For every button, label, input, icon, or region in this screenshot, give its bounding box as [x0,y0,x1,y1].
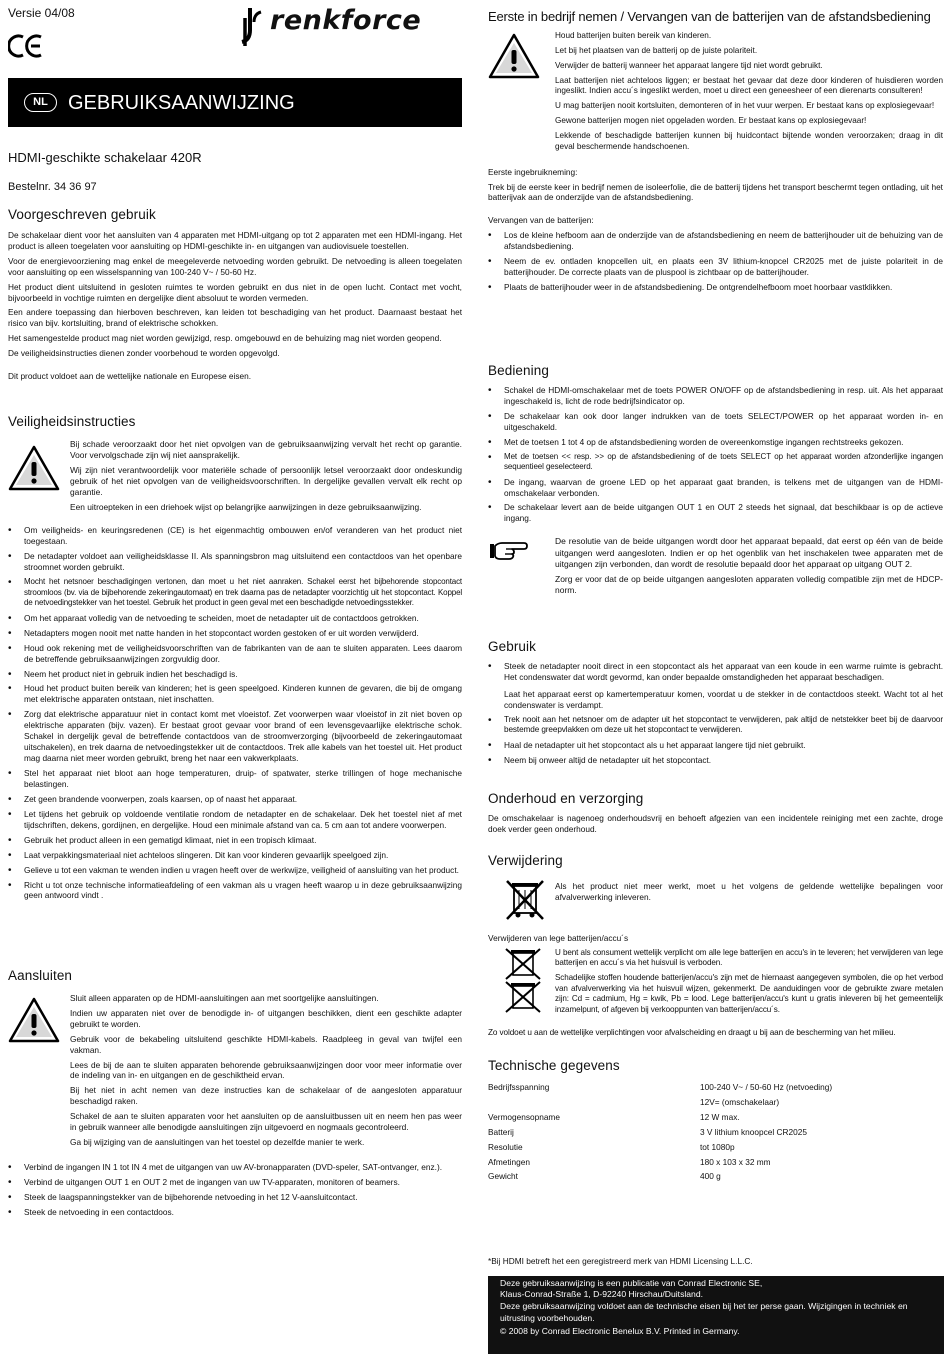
connection-warning-block [8,993,462,1152]
spec-label [488,1097,700,1108]
disposal-title: Verwijdering [488,853,563,868]
intended-use-paragraph: De veiligheidsinstructies dienen zonder voorbehoud te worden opgevolgd. [8,348,280,359]
intended-use-section [8,206,462,386]
trademark-note: *Bij HDMI betreft het een geregistreerd merk van HDMI Licensing L.L.C. [488,1256,753,1266]
publication-footer [488,1276,944,1354]
battery-bin-icon [488,948,555,1020]
brand-mark-icon [236,4,262,50]
connection-list [8,1162,462,1218]
replace-list [488,230,943,293]
usage-sub-paragraph: Laat het apparaat eerst op kamertemperatuur komen, voordat u de stekker in de contactdoos steekt. Wacht tot al het condenswater is verdampt. [504,688,943,710]
language-badge: NL [24,93,57,112]
intended-use-paragraph: Het samengestelde product mag niet worden gewijzigd, resp. omgebouwd en de behuizing mag niet worden geopend. [8,333,442,344]
footer-line: Klaus-Conrad-Straße 1, D-92240 Hirschau/Duitsland. [500,1289,704,1300]
list-item: • Stel het apparaat niet bloot aan hoge temperaturen, druip- of spatwater, sterke trillingen of hoge mechanische belastingen. [8,768,462,790]
list-item: • Schakel de HDMI-omschakelaar met de toets POWER ON/OFF op de afstandsbediening in resp. uit. Als het apparaat ingeschakeld is, licht de rode bedrijfsindicator op. [488,385,943,407]
specs-table [488,1082,943,1183]
list-item: • Gebruik het product alleen in een gematigd klimaat, niet in een tropisch klimaat. [8,835,462,846]
spec-label: Vermogensopname [488,1111,560,1122]
copyright-icon: © [500,1325,509,1336]
list-item: • Haal de netadapter uit het stopcontact als u het apparaat langere tijd niet gebruikt. [488,740,943,751]
battery-warning-text: Gewone batterijen mogen niet opgeladen worden. Er bestaat kans op explosiegevaar! [555,116,867,126]
connection-warning-text: Indien uw apparaten niet over de benodigde in- of uitgangen beschikken, dient een geschikte adapter gebruikt te worden. [70,1007,462,1029]
disposal-text: Als het product niet meer werkt, moet u het volgens de geldende wettelijke bepalingen voor afvalverwerking inleveren. [555,880,943,902]
list-item: • Houd ook rekening met de veiligheidsvoorschriften van de fabrikanten van de aan te sluiten apparaten. Lees daarom de betreffende gebruiksaanwijzingen zorgvuldig door. [8,643,462,665]
brand-name: renkforce [270,5,422,36]
usage-section [488,638,943,770]
spec-label: Bedrijfsspanning [488,1081,550,1092]
list-item: • Om veiligheids- en keuringsredenen (CE) is het eigenmachtig ombouwen en/of veranderen van het product niet toegestaan. [8,525,462,547]
battery-warning-text: Laat batterijen niet achteloos liggen; er bestaat het gevaar dat deze door kinderen of huisdieren worden ingeslikt. Indien accu´s ingeslikt werden, moet u direct een geneesheer of een dierenarts consulteren! [555,75,943,96]
list-item: • Verbind de uitgangen OUT 1 en OUT 2 met de ingangen van uw TV-apparaten, monitoren of beamers. [8,1177,462,1188]
order-number: Bestelnr. 34 36 97 [8,181,97,193]
usage-title: Gebruik [488,639,536,654]
connection-warning-text: Gebruik voor de bekabeling uitsluitend geschikte HDMI-kabels. Raadpleeg in geval van twijfel een vakman. [70,1033,462,1055]
list-item: • Richt u tot onze technische informatieafdeling of een vakman als u vragen heeft waarop u in deze gebruiksaanwijzing geen antwoord vindt . [8,880,462,902]
intended-use-paragraph: Een andere toepassing dan hierboven beschreven, kan leiden tot beschadiging van het product. Daarnaast bestaat het risico van bijv. kortsluiting, brand of elektrische schokken. [8,307,462,329]
pointing-hand-icon [488,536,555,600]
list-item: • Netadapters mogen nooit met natte handen in het stopcontact worden gestoken of er uit worden verwijderd. [8,628,462,639]
safety-section [8,413,462,905]
list-item: • Verbind de ingangen IN 1 tot IN 4 met de uitgangen van uw AV-bronapparaten (DVD-speler, SAT-ontvanger, enz.). [8,1162,462,1173]
spec-value: 3 V lithium knoopcel CR2025 [700,1126,807,1137]
brand-logo [236,2,462,50]
operation-note-text: De resolutie van de beide uitgangen wordt door het apparaat bepaald, dat eerst op één van de beide uitgangen werd aangesloten. Indien er op het ogenblik van het inschakelen twee apparaten met de uitgangen zijn verbonden, dan wordt de resolutie bepaald door het apparaat op uitgang OUT 2. [555,536,943,569]
disposal-section [488,852,943,1043]
connection-section [8,967,462,1222]
spec-value: 12 W max. [700,1111,740,1122]
spec-label: Afmetingen [488,1156,530,1167]
operation-section [488,362,943,600]
list-item: • Neem de ev. ontladen knopcellen uit, en plaats een 3V lithium-knopcel CR2025 met de juiste polariteit in de batterijhouder. De correcte plaats van de pluspool is zichtbaar op de batterijhouder. [488,256,943,278]
list-item: • Mocht het netsnoer beschadigingen vertonen, dan moet u het niet aanraken. Schakel eerst het bijbehorende stopcontact stroomloos (bv. via de bijbehorende zekeringautomaat) en trek daarna pas de netadapter voorzichtig uit het stopcontact. Koppel de netvoedingstekker van het toestel. Gebruik het product in geen geval met een beschadigde netvoedingsstekker. [8,577,462,609]
footer-line: Deze gebruiksaanwijzing is een publicatie van Conrad Electronic SE, [500,1278,763,1288]
list-item: • Plaats de batterijhouder weer in de afstandsbediening. De ontgrendelhefboom moet hoorbaar vastklikken. [488,282,943,293]
connection-warning-text: Sluit alleen apparaten op de HDMI-aansluitingen aan met soortgelijke aansluitingen. [70,992,379,1003]
safety-warning-block [8,439,462,518]
list-item: • Zorg dat elektrische apparatuur niet in contact komt met vloeistof. Zet voorwerpen waar vloeistof in zit niet boven op elektrische apparaten (bijv. vazen). Er bestaat groot gevaar voor brand of een levensgevaarlijke elektrische schok. Schakel in dergelijk geval de betreffende contactdoos van de stroomverzorging (bijvoorbeeld de zekeringautomaat uitschakelen), en trek daarna de netvoedingstekker uit de contactdoos. Trek alle kabels van het toestel uit. Het product mag daarna niet meer worden gebruikt, breng het naar een vakwerkplaats. [8,709,462,764]
warning-triangle-icon [488,31,555,156]
list-item [488,661,943,711]
operation-title: Bediening [488,363,549,378]
battery-warning-text: U mag batterijen nooit kortsluiten, demonteren of in het vuur werpen. Er bestaat kans op explosiegevaar! [555,101,935,111]
list-item: • Neem bij onweer altijd de netadapter uit het stopcontact. [488,755,943,766]
connection-title: Aansluiten [8,968,73,983]
spec-value: 12V= (omschakelaar) [700,1096,780,1107]
connection-warning-text: Bij het niet in acht nemen van deze instructies kan de schakelaar of de aangesloten apparatuur beschadigd raken. [70,1085,462,1107]
list-item: • Neem het product niet in gebruik indien het beschadigd is. [8,669,462,680]
spec-value: 400 g [700,1171,721,1182]
operation-note-text: Zorg er voor dat de op beide uitgangen aangesloten apparaten volledig compatible zijn met de HDCP-norm. [555,574,943,596]
spec-value: tot 1080p [700,1141,735,1152]
warning-triangle-icon [8,993,70,1152]
disposal-block [488,878,943,925]
battery-warning-text: Verwijder de batterij wanneer het apparaat langere tijd niet wordt gebruikt. [555,60,823,70]
first-use-text: Trek bij de eerste keer in bedrijf nemen de isoleerfolie, die de batterij tijdens het transport beschermt tegen ontlading, uit het batterijvak aan de onderzijde van de afstandsbediening. [488,181,943,203]
maintenance-title: Onderhoud en verzorging [488,791,644,806]
connection-warning-text: Ga bij wijziging van de aansluitingen van het toestel op dezelfde manier te werk. [70,1137,365,1148]
intended-use-paragraph: Het product dient uitsluitend in gesloten ruimtes te worden gebruikt en dus niet in de open lucht. Contact met vocht, bijvoorbeeld in vochtige ruimten en dergelijke dient absoluut te worden vermeden. [8,281,462,303]
disposal-final-text: Zo voldoet u aan de wettelijke verplichtingen voor afvalscheiding en draagt u bij aan de bescherming van het milieu. [488,1027,896,1037]
list-item: • Let tijdens het gebruik op voldoende ventilatie rondom de netadapter en de schakelaar. Dek het toestel niet af met tijdschriften, dekens, gordijnen, en dergelijke. Houd een minimale afstand van ca. 5 cm aan tot andere voorwerpen. [8,809,462,831]
list-item: • Met de toetsen << resp. >> op de afstandsbediening of de toets SELECT op het apparaat worden afzonderlijke ingangen sequentieel geselecteerd. [488,452,943,473]
copyright-text: 2008 by Conrad Electronic Benelux B.V. Printed in Germany. [508,1325,740,1336]
list-item: • Zet geen brandende voorwerpen, zoals kaarsen, op of naast het apparaat. [8,794,462,805]
list-item: • Trek nooit aan het netsnoer om de adapter uit het stopcontact te verwijderen, pak altijd de netstekker beet bij de daarvoor bestemde greepvlakken om deze uit het stopcontact te verwijderen. [488,715,943,737]
specs-section [488,1057,943,1182]
list-item: • De netadapter voldoet aan veiligheidsklasse II. Als spanningsbron mag uitsluitend een contactdoos van het openbare stroomnet worden gebruikt. [8,551,462,573]
connection-warning-text: Schakel de aan te sluiten apparaten voor het aansluiten op de aansluitbussen uit en neem hen pas weer in gebruik wanneer alle benodigde aansluitingen zijn uitgevoerd en nogmaals gecontroleerd. [70,1111,462,1133]
warning-triangle-icon [8,439,70,518]
spec-label: Batterij [488,1126,514,1137]
specs-title: Technische gegevens [488,1058,620,1073]
operation-note-block [488,536,943,600]
safety-title: Veiligheidsinstructies [8,414,136,429]
intended-use-paragraph: De schakelaar dient voor het aansluiten van 4 apparaten met HDMI-uitgang op tot 2 apparaten met een HDMI-ingang. Het product is alleen toegelaten voor aansluiting op HDMI-geschikte in- en uitgangen van audiovisuele toestellen. [8,229,462,251]
list-item: • Steek de laagspanningstekker van de bijbehorende netvoeding in het 12 V-aansluitcontact. [8,1192,462,1203]
battery-warning-text: Houd batterijen buiten bereik van kinderen. [555,31,712,41]
battery-disposal-text: U bent als consument wettelijk verplicht om alle lege batterijen en accu's in te leveren; het verwijderen van lege batterijen en accu´s via het huisvuil is verboden. [555,947,943,968]
replace-label: Vervangen van de batterijen: [488,215,594,226]
list-item: • De schakelaar levert aan de beide uitgangen OUT 1 en OUT 2 steeds het signaal, dat beschikbaar is op de actieve ingang. [488,502,943,524]
battery-warning-text: Lekkende of beschadigde batterijen kunnen bij huidcontact bijtende wonden veroorzaken; draag in dit geval beschermende handschoenen. [555,130,943,151]
list-item: • Laat verpakkingsmateriaal niet achteloos slingeren. Dit kan voor kinderen gevaarlijk speelgoed zijn. [8,850,462,861]
safety-list [8,525,462,901]
safety-warning-text: Bij schade veroorzaakt door het niet opvolgen van de gebruiksaanwijzing vervalt het recht op garantie. Voor vervolgschade zijn wij niet aansprakelijk. [70,438,462,460]
batteries-section [488,8,943,297]
first-use-label: Eerste ingebruikneming: [488,166,578,177]
usage-list [488,661,943,766]
maintenance-text: De omschakelaar is nagenoeg onderhoudsvrij en behoeft afgezien van een incidentele reiniging met een zachte, droge doek verder geen onderhoud. [488,812,943,834]
battery-warning-text: Let bij het plaatsen van de batterij op de juiste polariteit. [555,45,758,55]
maintenance-section [488,790,943,839]
battery-disposal-text: Schadelijke stoffen houdende batterijen/accu's zijn met de hiernaast aangegeven symbolen, die op het verbod van afvalverwerking via het huisvuil wijzen, gekenmerkt. De aanduidingen voor de gebruikte zware metalen zijn: Cd = cadmium, Hg = kwik, Pb = lood. Lege batterijen/accu's kunt u gratis inleveren bij het gemeentelijk inzamelpunt, of afgeven bij verkooppunten van batterijen/accu´s. [555,973,943,1015]
footer-line: Deze gebruiksaanwijzing voldoet aan de technische eisen bij het ter perse gaan. Wijzigingen in techniek en uitrusting voorbehouden. [500,1301,908,1323]
intended-use-paragraph: Dit product voldoet aan de wettelijke nationale en Europese eisen. [8,371,252,382]
manual-title: GEBRUIKSAANWIJZING [68,92,295,114]
list-item-text: Steek de netadapter nooit direct in een stopcontact als het apparaat van een koude in een warme ruimte is gebracht. Het condenswater dat wordt gevormd, kan onder bepaalde omstandigheden het apparaat beschadigen. [504,660,943,682]
operation-list [488,385,943,525]
ce-mark-icon [8,34,44,58]
battery-disposal-block [488,948,943,1020]
title-bar [8,78,462,127]
version-label: Versie 04/08 [8,6,75,20]
product-name: HDMI-geschikte schakelaar 420R [8,150,202,165]
spec-label: Gewicht [488,1171,518,1182]
crossed-bin-icon [488,878,555,925]
safety-warning-text: Een uitroepteken in een driehoek wijst op belangrijke aanwijzingen in deze gebruiksaanwijzing. [70,502,422,513]
list-item: • Steek de netvoeding in een contactdoos. [8,1207,462,1218]
list-item: • Om het apparaat volledig van de netvoeding te scheiden, moet de netadapter uit de contactdoos getrokken. [8,613,462,624]
connection-warning-text: Lees de bij de aan te sluiten apparaten behorende gebruiksaanwijzingen door voor meer informatie over de indeling van in- en uitgangen en de geschiktheid ervan. [70,1059,462,1081]
list-item: • Gelieve u tot een vakman te wenden indien u vragen heeft over de werkwijze, veiligheid of aansluiting van het product. [8,865,462,876]
batteries-title: Eerste in bedrijf nemen / Vervangen van de batterijen van de afstandsbediening [488,9,931,24]
spec-value: 100-240 V~ / 50-60 Hz (netvoeding) [700,1081,833,1092]
intended-use-paragraph: Voor de energievoorziening mag enkel de meegeleverde netvoeding worden gebruikt. De netvoeding is alleen toegelaten voor aansluiting op een wisselspanning van 100-240 V~ / 50-60 Hz. [8,255,462,277]
spec-value: 180 x 103 x 32 mm [700,1156,771,1167]
list-item: • Met de toetsen 1 tot 4 op de afstandsbediening worden de overeenkomstige ingangen rechtstreeks gekozen. [488,437,943,448]
footer-copyright [500,1326,932,1337]
battery-disposal-label: Verwijderen van lege batterijen/accu´s [488,932,629,943]
safety-warning-text: Wij zijn niet verantwoordelijk voor materiële schade of persoonlijk letsel veroorzaakt door ondeskundig gebruik of het niet opvolgen van de veiligheidsvoorschriften. In dergelijke gevallen vervalt elk recht op garantie. [70,465,462,498]
spec-label: Resolutie [488,1141,523,1152]
batteries-warning-block [488,31,943,156]
list-item: • De ingang, waarvan de groene LED op het apparaat gaat branden, is telkens met de uitgangen van de HDMI-omschakelaar verbonden. [488,477,943,499]
list-item: • Los de kleine hefboom aan de onderzijde van de afstandsbediening en neem de batterijhouder uit de behuizing van de afstandsbediening. [488,230,943,252]
list-item: • Houd het product buiten bereik van kinderen; het is geen speelgoed. Kinderen kunnen de gevaren, die bij de omgang met elektrische apparaten ontstaan, niet inschatten. [8,683,462,705]
intended-use-title: Voorgeschreven gebruik [8,207,156,222]
list-item: • De schakelaar kan ook door langer indrukken van de toets SELECT/POWER op het apparaat worden in- en uitgeschakeld. [488,411,943,433]
